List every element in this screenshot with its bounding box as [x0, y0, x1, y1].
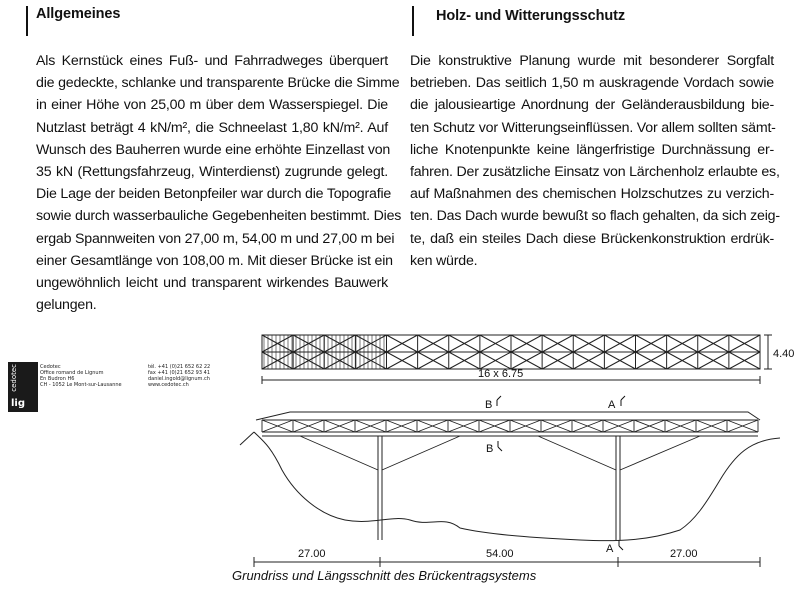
- figure-caption: Grundriss und Längsschnitt des Brückentragsystems: [232, 568, 537, 583]
- span-label-2: 54.00: [486, 548, 514, 560]
- left-paragraph-line: Als Kernstück eines Fuß- und Fahrradweges überquert: [36, 53, 388, 69]
- marker-a-bottom: A: [606, 543, 614, 555]
- left-paragraph-line: ergab Spannweiten von 27,00 m, 54,00 m und 27,00 m bei: [36, 230, 395, 247]
- left-paragraph-line: einer Gesamtlänge von 108,00 m. Mit dieser Brücke ist ein: [36, 252, 393, 269]
- right-paragraph-line: betrieben. Das seitlich 1,50 m auskragende Vordach sowie: [410, 75, 774, 92]
- right-paragraph-line: te, daß ein steiles Dach diese Brückenkonstruktion erdrük-: [410, 230, 774, 247]
- left-paragraph-line: Wunsch des Bauherren wurde eine erhöhte Einzellast von: [36, 141, 391, 158]
- left-paragraph-line: 35 kN (Rettungsfahrzeug, Winterdienst) zugrunde gelegt.: [36, 164, 388, 181]
- right-paragraph-line: ten. Das Dach wurde bewußt so flach gehalten, da sich zeig-: [410, 208, 780, 225]
- right-paragraph-line: Die konstruktive Planung wurde mit besonderer Sorgfalt: [410, 53, 774, 69]
- right-paragraph-line: die jalousieartige Anordnung der Geländerausbildung bie-: [410, 97, 774, 114]
- contact-line: www.cedotec.ch: [148, 382, 189, 388]
- left-paragraph-line: Die Lage der beiden Betonpfeiler war durch die Topografie: [36, 186, 392, 203]
- left-paragraph-line: sowie durch wasserbauliche Gegebenheiten bestimmt. Dies: [36, 208, 402, 225]
- address-line: Cedotec: [40, 364, 61, 370]
- marker-b-top: B: [485, 399, 493, 411]
- right-heading: Holz- und Witterungsschutz: [436, 8, 625, 24]
- address-line: CH - 1052 Le Mont-sur-Lausanne: [40, 382, 122, 388]
- contact-line: tél. +41 (0)21 652 62 22: [148, 364, 211, 370]
- right-paragraph-line: fahren. Der zusätzliche Einsatz von Lärchenholz erlaubte es,: [410, 164, 780, 181]
- plan-view: [262, 335, 760, 369]
- logo-text: cedotec: [10, 364, 18, 392]
- left-paragraph-line: gelungen.: [36, 297, 97, 314]
- right-paragraph-line: liche Knotenpunkte keine längerfristige Durchnässung er-: [410, 141, 774, 158]
- right-paragraph-line: auf Maßnahmen des chemischen Holzschutzes zu verzich-: [410, 186, 774, 203]
- address-line: En Budron H6: [40, 376, 75, 382]
- left-paragraph-line: Nutzlast beträgt 4 kN/m², die Schneelast 1,80 kN/m². Auf: [36, 119, 388, 136]
- contact-line: fax +41 (0)21 652 93 41: [148, 370, 210, 376]
- section-view: [240, 412, 780, 541]
- span-label-1: 27.00: [298, 548, 326, 560]
- right-paragraph-line: ten Schutz vor Witterungseinflüssen. Vor allem sollten sämt-: [410, 119, 776, 136]
- left-heading: Allgemeines: [36, 6, 121, 22]
- marker-b-bottom: B: [486, 443, 494, 455]
- left-paragraph-line: ungewöhnlich leicht und transparent wirkendes Bauwerk: [36, 275, 388, 292]
- logo-mark: lig: [11, 398, 26, 409]
- right-paragraph-line: ken würde.: [410, 252, 478, 269]
- plan-width-label: 4.40: [773, 348, 795, 360]
- address-line: Office romand de Lignum: [40, 370, 104, 376]
- span-label-3: 27.00: [670, 548, 698, 560]
- plan-width-dimension: [764, 335, 772, 369]
- contact-line: daniel.ingold@lignum.ch: [148, 376, 210, 382]
- left-paragraph-line: die gedeckte, schlanke und transparente Brücke die Simme: [36, 75, 400, 92]
- left-paragraph-line: in einer Höhe von 25,00 m über dem Wasserspiegel. Die: [36, 97, 388, 114]
- plan-length-label: 16 x 6.75: [478, 368, 524, 380]
- marker-a-top: A: [608, 399, 616, 411]
